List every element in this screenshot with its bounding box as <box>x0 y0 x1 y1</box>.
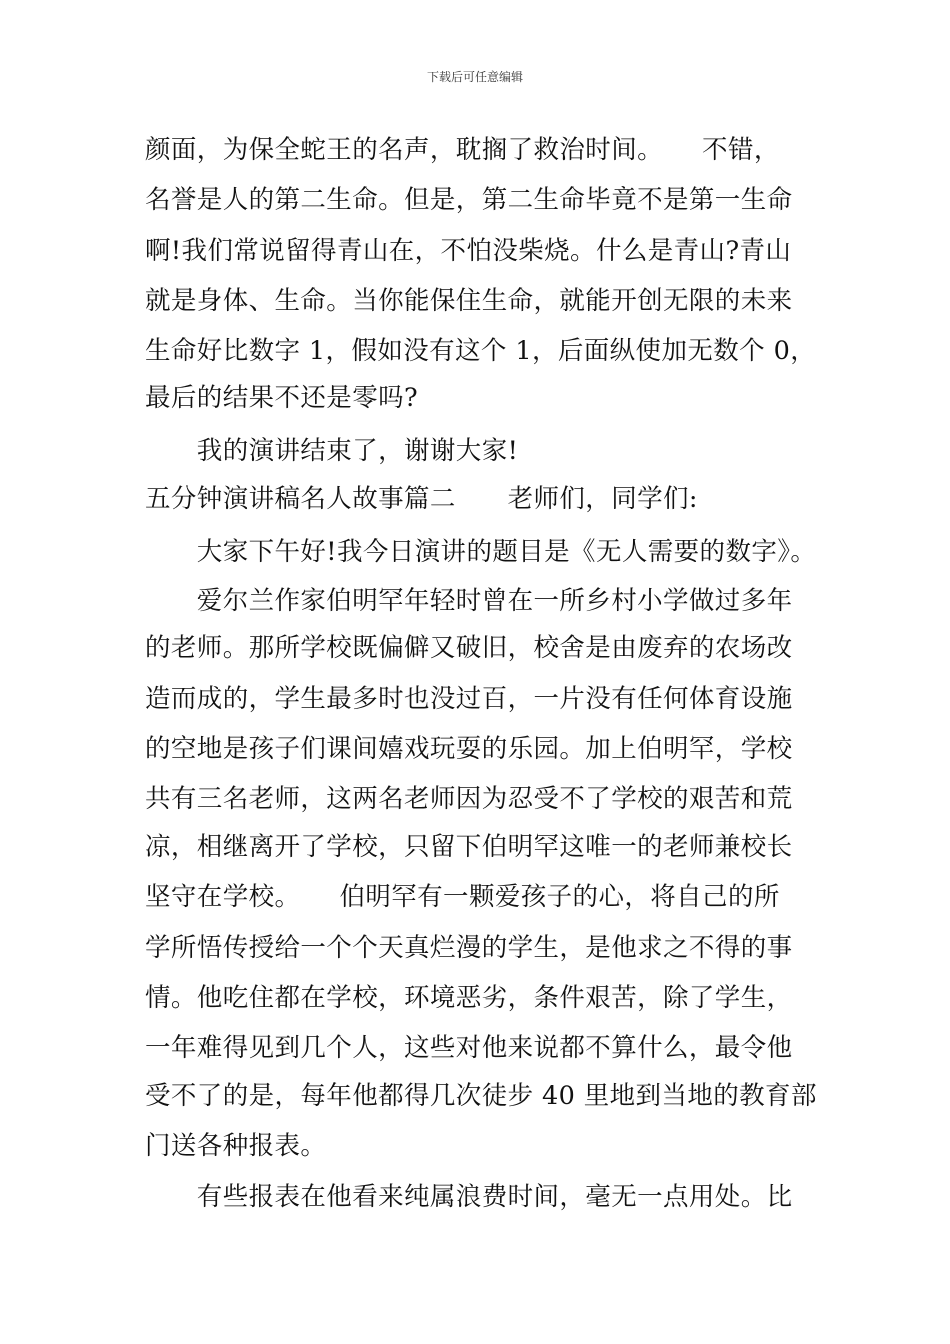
body-line: 爱尔兰作家伯明罕年轻时曾在一所乡村小学做过多年 <box>145 586 793 616</box>
body-line: 情。他吃住都在学校，环境恶劣，条件艰苦，除了学生， <box>145 983 793 1013</box>
page-header: 下载后可任意编辑 <box>426 70 523 84</box>
body-line: 造而成的，学生最多时也没过百，一片没有任何体育设施 <box>145 684 793 714</box>
section-heading-line: 五分钟演讲稿名人故事篇二 老师们，同学们: <box>145 484 698 514</box>
body-line: 门送各种报表。 <box>145 1131 327 1161</box>
body-line: 就是身体、生命。当你能保住生命，就能开创无限的未来 <box>145 286 793 316</box>
body-line: 名誉是人的第二生命。但是，第二生命毕竟不是第一生命 <box>145 185 793 215</box>
body-line: 的老师。那所学校既偏僻又破旧，校舍是由废弃的农场改 <box>145 633 793 663</box>
body-line: 我的演讲结束了，谢谢大家! <box>145 436 519 466</box>
body-line: 的空地是孩子们课间嬉戏玩耍的乐园。加上伯明罕，学校 <box>145 734 793 764</box>
body-line: 凉，相继离开了学校，只留下伯明罕这唯一的老师兼校长 <box>145 832 793 862</box>
body-line: 啊!我们常说留得青山在，不怕没柴烧。什么是青山?青山 <box>145 236 792 266</box>
body-line: 颜面，为保全蛇王的名声，耽搁了救治时间。 不错， <box>145 135 780 165</box>
body-line: 大家下午好!我今日演讲的题目是《无人需要的数字》。 <box>145 537 817 567</box>
body-line: 最后的结果不还是零吗? <box>145 383 419 413</box>
body-line: 坚守在学校。 伯明罕有一颗爱孩子的心，将自己的所 <box>145 882 780 912</box>
body-line: 一年难得见到几个人，这些对他来说都不算什么，最令他 <box>145 1033 793 1063</box>
body-line: 受不了的是，每年他都得几次徒步 40 里地到当地的教育部 <box>145 1081 817 1111</box>
body-line: 生命好比数字 1，假如没有这个 1，后面纵使加无数个 0， <box>145 336 817 366</box>
body-line: 共有三名老师，这两名老师因为忍受不了学校的艰苦和荒 <box>145 784 793 814</box>
body-line: 学所悟传授给一个个天真烂漫的学生，是他求之不得的事 <box>145 933 793 963</box>
body-line: 有些报表在他看来纯属浪费时间，毫无一点用处。比 <box>145 1182 793 1212</box>
